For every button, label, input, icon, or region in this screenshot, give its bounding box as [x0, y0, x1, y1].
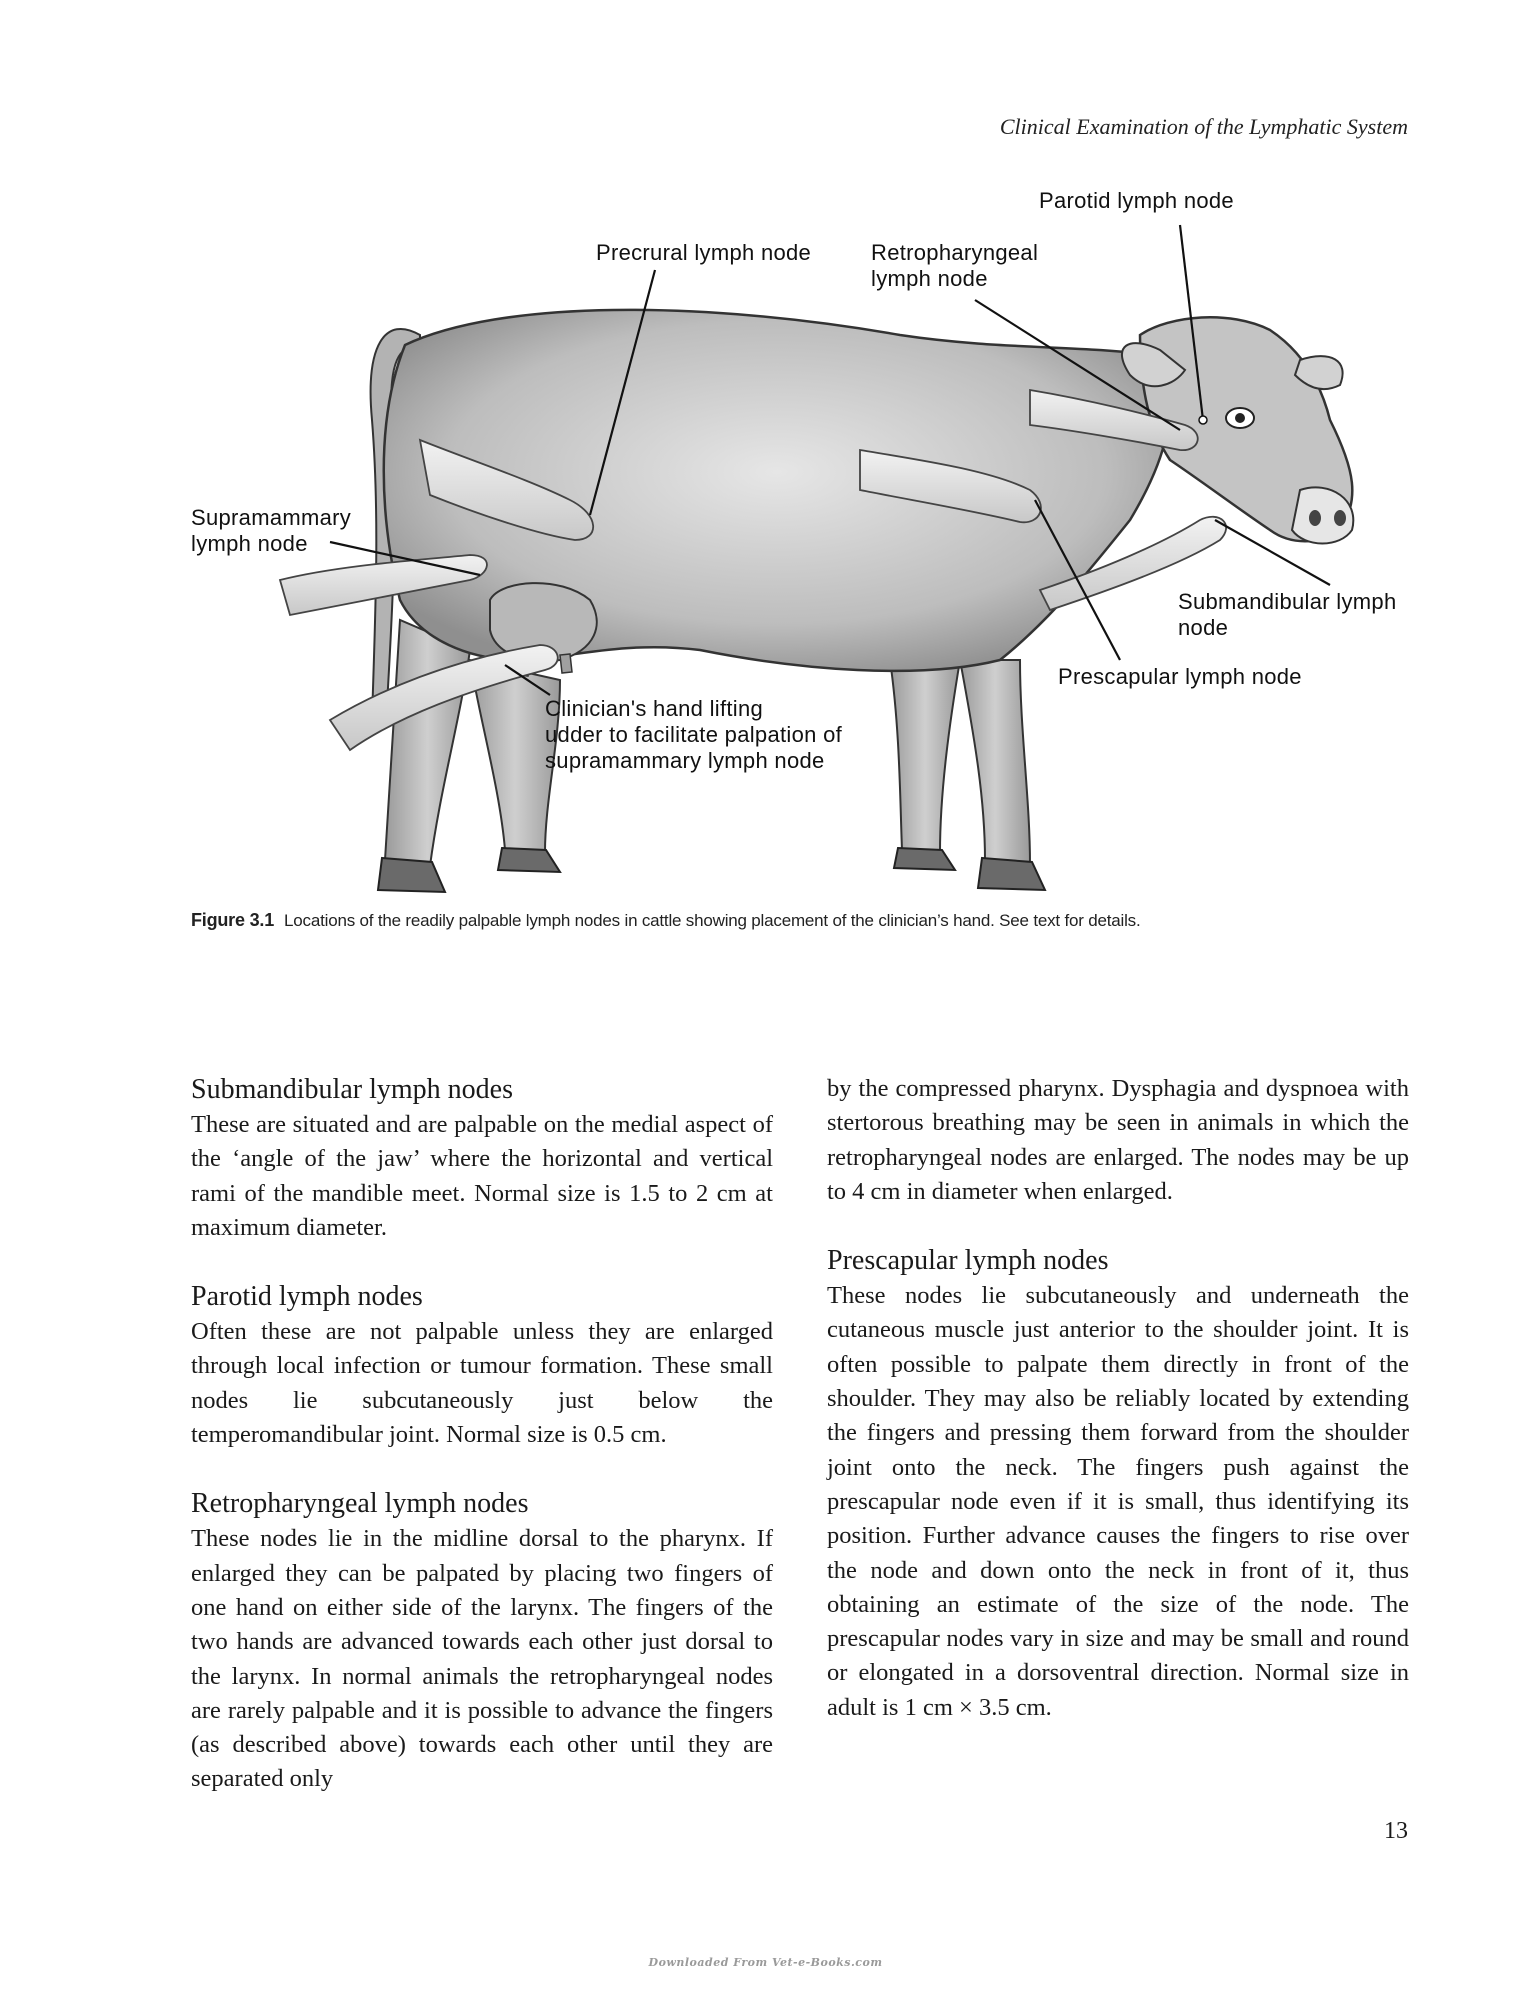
label-clinician-hand: Clinician's hand lifting udder to facilitate palpation of supramammary lymph node [545, 696, 843, 773]
cow-hind-leg-near [385, 620, 470, 866]
cow-fore-leg-far [890, 660, 960, 852]
label-precrural-lymph-node: Precrural lymph node [596, 240, 812, 265]
label-retropharyngeal-lymph-node: Retropharyngeal lymph node [871, 240, 1039, 291]
right-column [827, 1072, 1409, 1725]
paragraph-retropharyngeal-continued: by the compressed pharynx. Dysphagia and dyspnoea with stertorous breathing may be seen in animals in which the retropharyngeal nodes are enlarged. The nodes may be up to 4 cm in diameter when enlarged. [827, 1075, 1409, 1205]
cow-hoof [894, 848, 955, 870]
heading-retropharyngeal-lymph-nodes: Retropharyngeal lymph nodes [191, 1488, 529, 1520]
running-head: Clinical Examination of the Lymphatic System [999, 114, 1408, 139]
label-prescapular-lymph-node: Prescapular lymph node [1058, 664, 1302, 689]
figure-caption-text: Locations of the readily palpable lymph nodes in cattle showing placement of the clinician’s hand. See text for details. [284, 911, 1141, 930]
cow-hoof [498, 848, 560, 872]
paragraph-parotid: Often these are not palpable unless they are enlarged through local infection or tumour formation. These small nodes lie subcutaneously just below the temperomandibular joint. Normal size is 0.5 cm. [191, 1318, 773, 1449]
watermark: Downloaded From Vet-e-Books.com [648, 1956, 883, 1969]
heading-parotid-lymph-nodes: Parotid lymph nodes [191, 1281, 423, 1313]
label-parotid-lymph-node: Parotid lymph node [1039, 188, 1234, 213]
figure-3-1 [0, 0, 1531, 930]
paragraph-retropharyngeal: These nodes lie in the midline dorsal to the pharynx. If enlarged they can be palpated by placing two fingers of one hand on either side of the larynx. The fingers of the two hands are advanced towards each other just dorsal to the larynx. In normal animals the retropharyngeal nodes are rarely palpable and it is possible to advance the fingers (as described above) towards each other until they are separated only [191, 1525, 773, 1793]
cow-hoof [378, 858, 445, 892]
page-number: 13 [1384, 1818, 1408, 1844]
paragraph-submandibular: These are situated and are palpable on the medial aspect of the ‘angle of the jaw’ where the horizontal and vertical rami of the mandible meet. Normal size is 1.5 to 2 cm at maximum diameter. [191, 1111, 773, 1241]
figure-caption [191, 910, 1391, 931]
heading-submandibular-lymph-nodes: Submandibular lymph nodes [191, 1074, 513, 1105]
left-column [191, 1072, 773, 1797]
label-submandibular-lymph-node: Submandibular lymph node [1178, 589, 1397, 640]
figure-caption-number: Figure 3.1 [191, 910, 275, 930]
label-supramammary-lymph-node: Supramammary lymph node [191, 505, 352, 556]
cow-illustration [0, 0, 1531, 920]
cow-fore-leg-near [960, 660, 1030, 864]
cow-hoof [978, 858, 1045, 890]
paragraph-prescapular: These nodes lie subcutaneously and underneath the cutaneous muscle just anterior to the shoulder joint. It is often possible to palpate them directly in front of the shoulder. They may also be reliably located by extending the fingers and pressing them forward from the shoulder joint onto the neck. The fingers push against the prescapular node even if it is small, thus identifying its position. Further advance causes the fingers to rise over the node and down onto the neck in front of it, thus obtaining an estimate of the size of the node. The prescapular nodes vary in size and may be small and round or elongated in a dorsoventral direction. Normal size in adult is 1 cm × 3.5 cm. [827, 1282, 1409, 1721]
heading-prescapular-lymph-nodes: Prescapular lymph nodes [827, 1245, 1109, 1277]
